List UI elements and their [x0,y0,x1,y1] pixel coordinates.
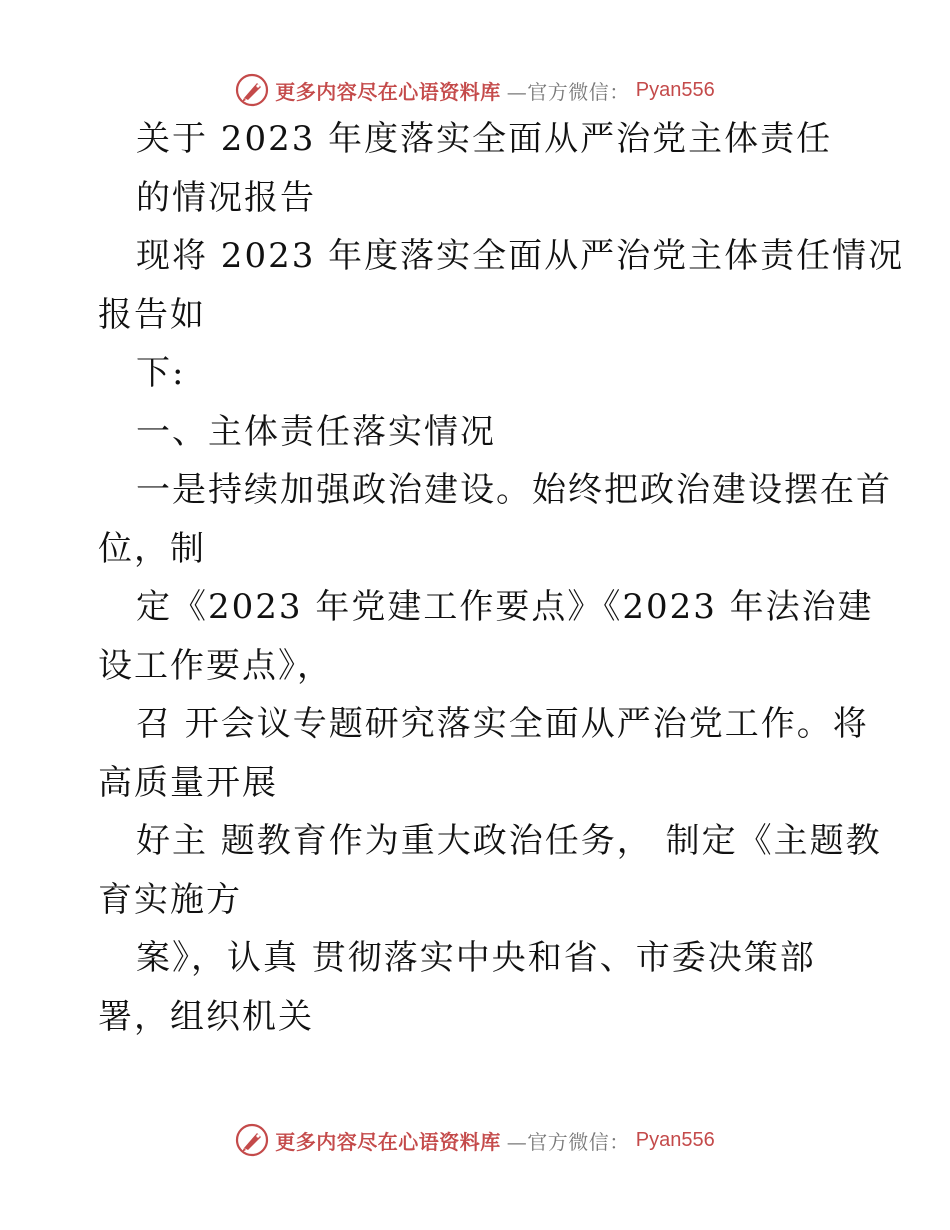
paragraph-line: 案》，认真 贯彻落实中央和省、市委决策部 [136,938,816,978]
paragraph-line: 署，组织机关 [98,996,314,1037]
banner-account-id: Pyan556 [635,1128,715,1151]
paragraph-line: 育实施方 [98,879,242,920]
document-body [98,119,905,1058]
banner-promo-text: 更多内容尽在心语资料库 [275,1129,501,1154]
paragraph-line: 现将 2023 年度落实全面从严治党主体责任情况 [136,236,905,276]
section-heading: 一、主体责任落实情况 [136,411,496,452]
paragraph-line: 报告如 [98,294,206,335]
paragraph-line: 召 开会议专题研究落实全面从严治党工作。将 [136,704,869,744]
banner-promo-text: 更多内容尽在心语资料库 [275,79,501,104]
paragraph-line: 下: [136,353,186,393]
paragraph-line: 定《2023 年党建工作要点》《2023 年法治建 [136,587,874,627]
banner-account-id: Pyan556 [635,78,715,101]
header-banner [0,70,950,110]
paragraph-line: 高质量开展 [98,762,278,803]
paragraph-line: 位，制 [98,528,206,569]
paragraph-line: 一是持续加强政治建设。始终把政治建设摆在首 [136,470,892,510]
paragraph-line: 好主 题教育作为重大政治任务， 制定《主题教 [136,821,882,861]
paragraph-line: 设工作要点》， [98,645,333,686]
footer-banner [0,1120,950,1160]
banner-official-label: —官方微信： [506,1129,630,1154]
pen-nib-logo-icon [235,73,269,107]
pen-nib-logo-icon [235,1123,269,1157]
banner-official-label: —官方微信： [506,79,630,104]
title-line-1: 关于 2023 年度落实全面从严治党主体责任 [136,119,833,159]
title-line-2: 的情况报告 [136,177,316,218]
